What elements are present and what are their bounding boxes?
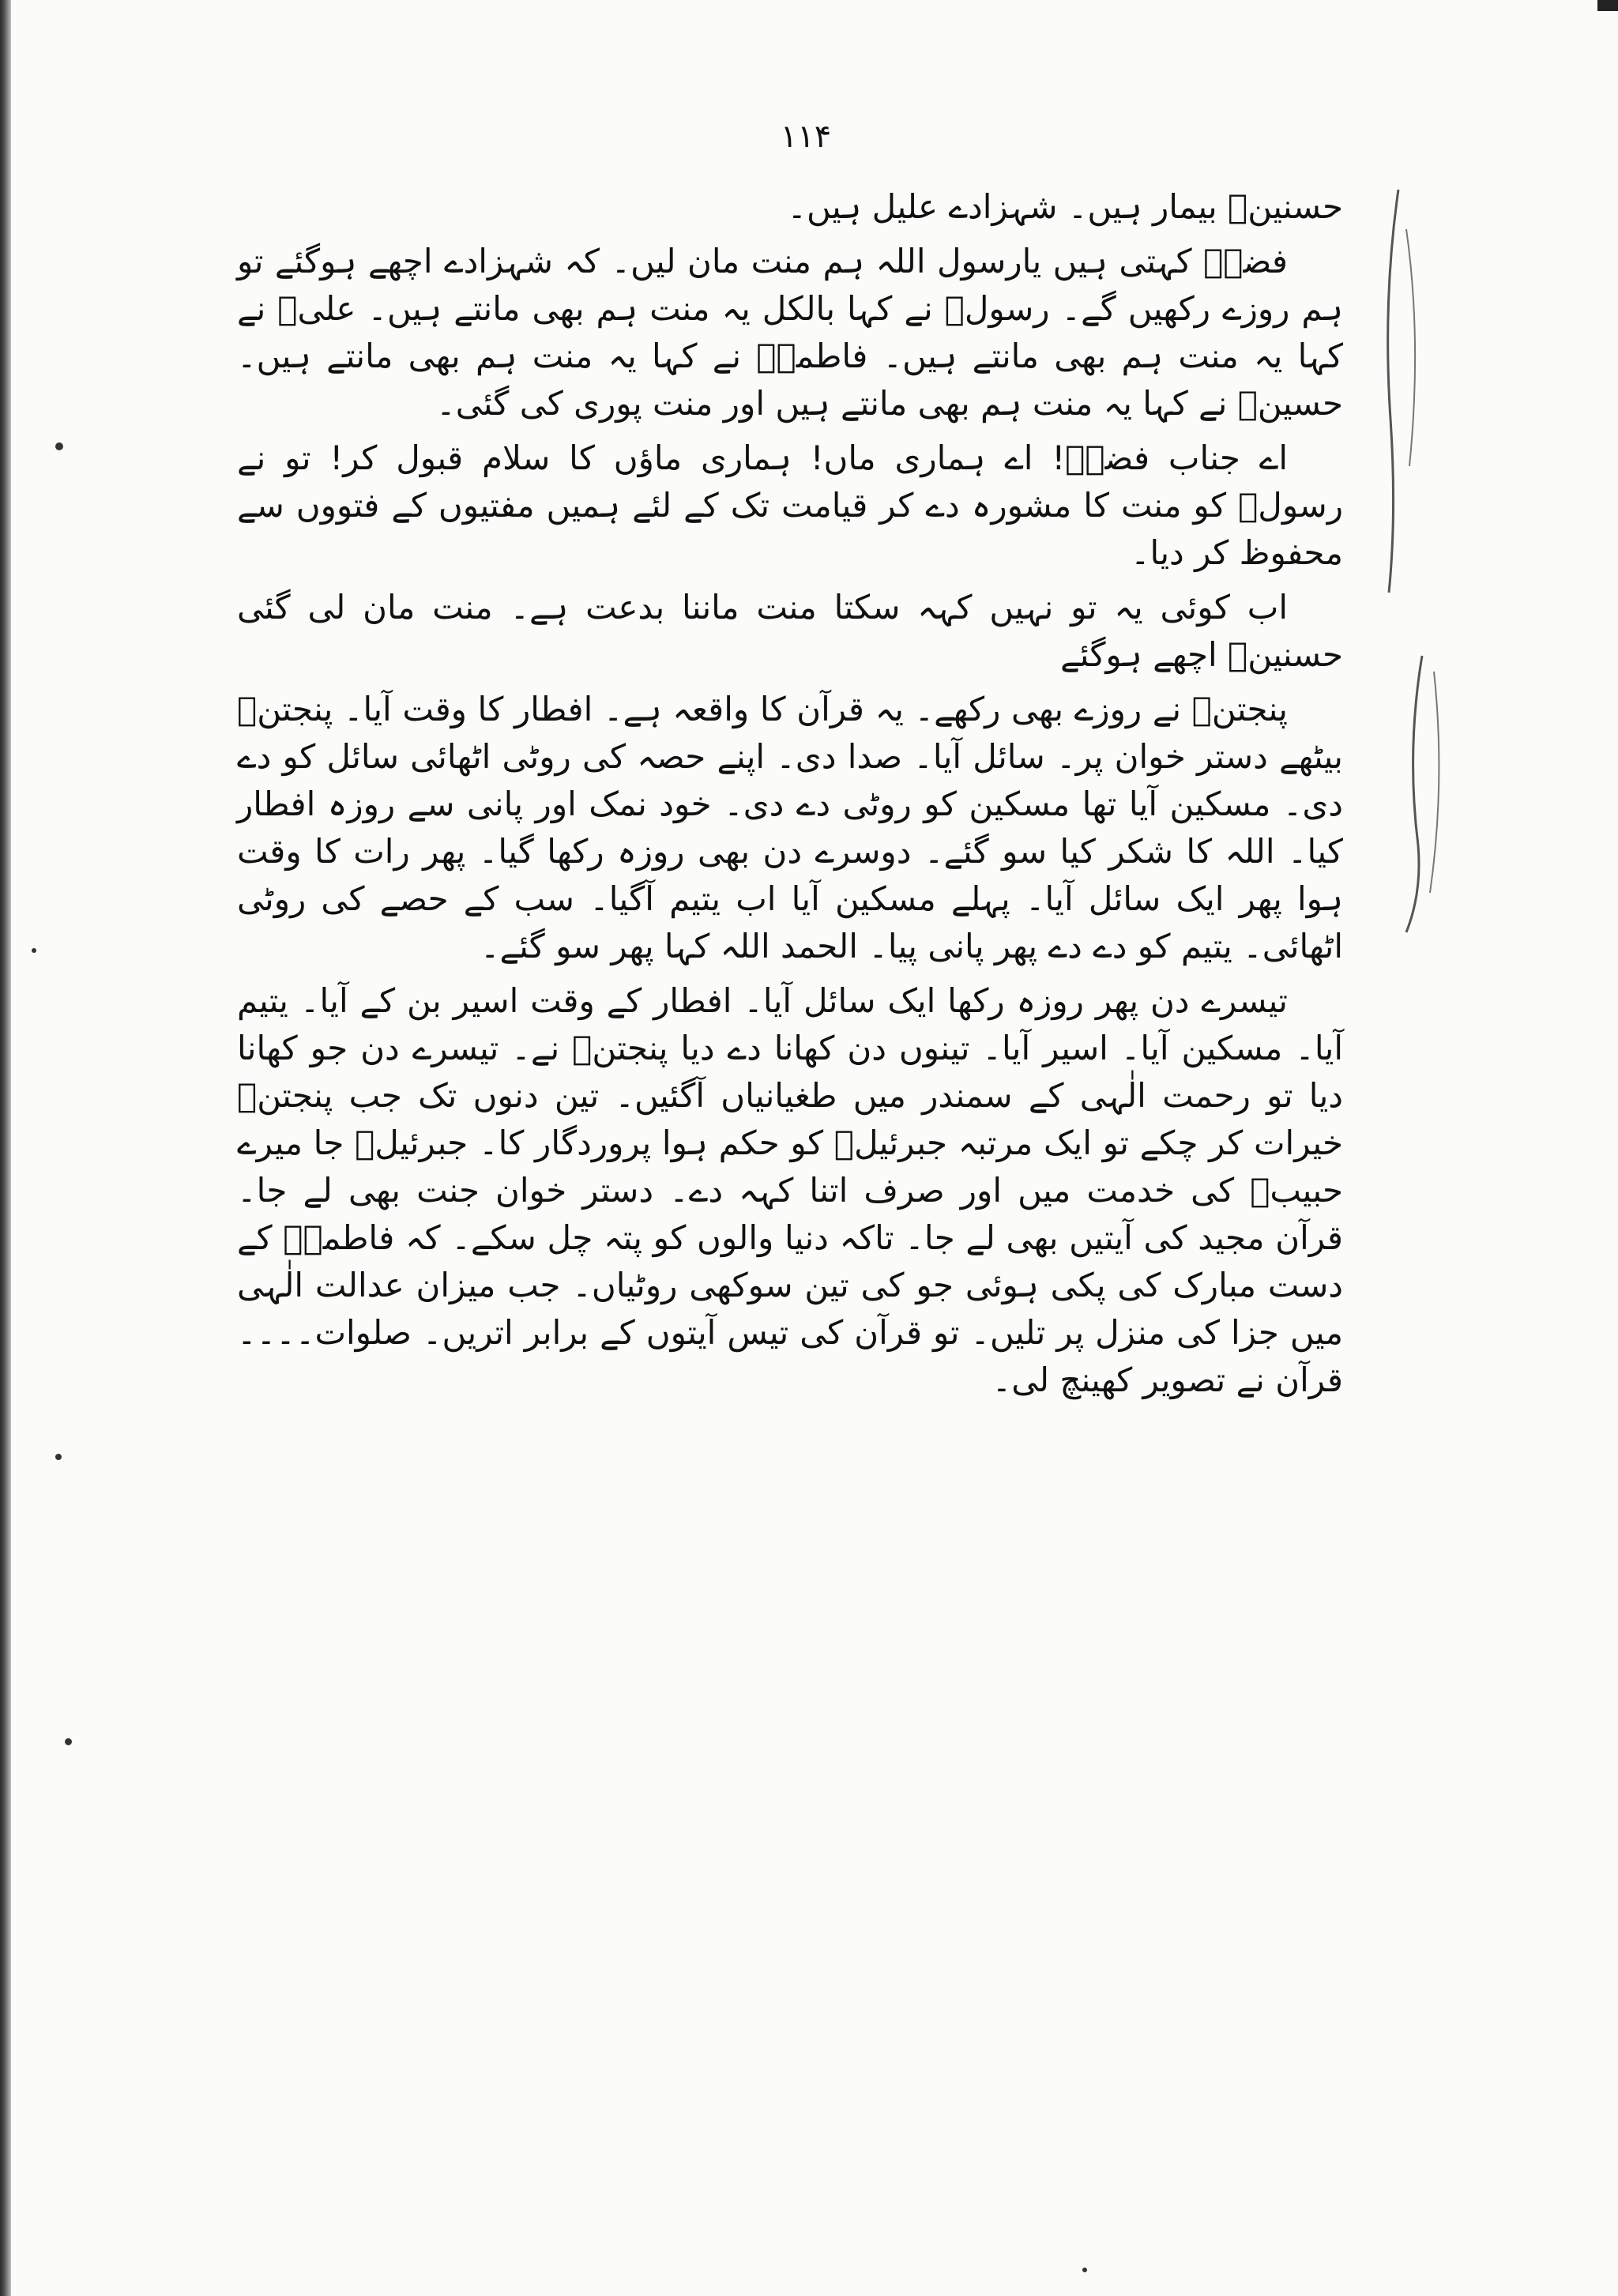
scan-speck bbox=[1082, 2268, 1087, 2272]
margin-stroke-lower bbox=[1430, 672, 1439, 893]
margin-stroke-upper bbox=[1406, 229, 1415, 466]
scan-speck bbox=[55, 1454, 62, 1460]
scan-speck bbox=[32, 948, 36, 953]
margin-bracket-upper bbox=[1388, 190, 1398, 593]
body-text bbox=[237, 183, 1343, 1411]
scan-speck bbox=[55, 442, 63, 450]
paragraph-4: اب کوئی یہ تو نہیں کہہ سکتا منت ماننا بدعت ہے۔ منت مان لی گئی حسنینؑ اچھے ہوگئے bbox=[237, 588, 1343, 674]
paragraph-2: فضہؑ کہتی ہیں یارسول اللہ ہم منت مان لیں۔ کہ شہزادے اچھے ہوگئے تو ہم روزے رکھیں گے۔ رسولؐ نے کہا بالکل یہ منت ہم بھی مانتے ہیں۔ علیؑ نے کہا یہ منت ہم بھی مانتے ہیں۔ فاطمہؑ نے کہا یہ منت ہم بھی مانتے ہیں۔ حسینؑ نے کہا یہ منت ہم بھی مانتے ہیں اور منت پوری کی گئی۔ bbox=[237, 242, 1343, 423]
binding-edge bbox=[0, 0, 11, 2296]
page-number: ۱۱۴ bbox=[780, 119, 832, 155]
scan-speck bbox=[65, 1738, 72, 1745]
paragraph-1: حسنینؑ بیمار ہیں۔ شہزادے علیل ہیں۔ bbox=[787, 187, 1343, 226]
paragraph-3: اے جناب فضہؑ! اے ہماری ماں! ہماری ماؤں کا سلام قبول کر! تو نے رسولؐ کو منت کا مشورہ دے کر قیامت تک کے لئے ہمیں مفتیوں کے فتووں سے محفوظ کر دیا۔ bbox=[237, 438, 1343, 572]
paragraph-5: پنجتنؑ نے روزے بھی رکھے۔ یہ قرآن کا واقعہ ہے۔ افطار کا وقت آیا۔ پنجتنؑ بیٹھے دستر خوان پر۔ سائل آیا۔ صدا دی۔ اپنے حصہ کی روٹی اٹھائی سائل کو دے دی۔ مسکین آیا تھا مسکین کو روٹی دے دی۔ خود نمک اور پانی سے روزہ افطار کیا۔ اللہ کا شکر کیا سو گئے۔ دوسرے دن بھی روزہ رکھا گیا۔ پھر رات کا وقت ہوا پھر ایک سائل آیا۔ پہلے مسکین آیا اب یتیم آگیا۔ سب کے حصے کی روٹی اٹھائی۔ یتیم کو دے دے پھر پانی پیا۔ الحمد اللہ کہا پھر سو گئے۔ bbox=[237, 690, 1343, 965]
margin-bracket-marks bbox=[1375, 182, 1485, 940]
corner-mark bbox=[1597, 0, 1618, 11]
paragraph-6: تیسرے دن پھر روزہ رکھا ایک سائل آیا۔ افطار کے وقت اسیر بن کے آیا۔ یتیم آیا۔ مسکین آیا۔ اسیر آیا۔ تینوں دن کھانا دے دیا پنجتنؑ نے۔ تیسرے دن جو کھانا دیا تو رحمت الٰہی کے سمندر میں طغیانیاں آگئیں۔ تین دنوں تک جب پنجتنؑ خیرات کر چکے تو ایک مرتبہ جبرئیلؑ کو حکم ہوا پروردگار کا۔ جبرئیلؑ جا میرے حبیبؐ کی خدمت میں اور صرف اتنا کہہ دے۔ دستر خوان جنت بھی لے جا۔ قرآن مجید کی آیتیں بھی لے جا۔ تاکہ دنیا والوں کو پتہ چل سکے۔ کہ فاطمہؑ کے دست مبارک کی پکی ہوئی جو کی تین سوکھی روٹیاں۔ جب میزان عدالت الٰہی میں جزا کی منزل پر تلیں۔ تو قرآن کی تیس آیتوں کے برابر اتریں۔ صلوات۔۔۔۔ قرآن نے تصویر کھینچ لی۔ bbox=[237, 981, 1343, 1399]
margin-bracket-lower bbox=[1406, 656, 1422, 932]
